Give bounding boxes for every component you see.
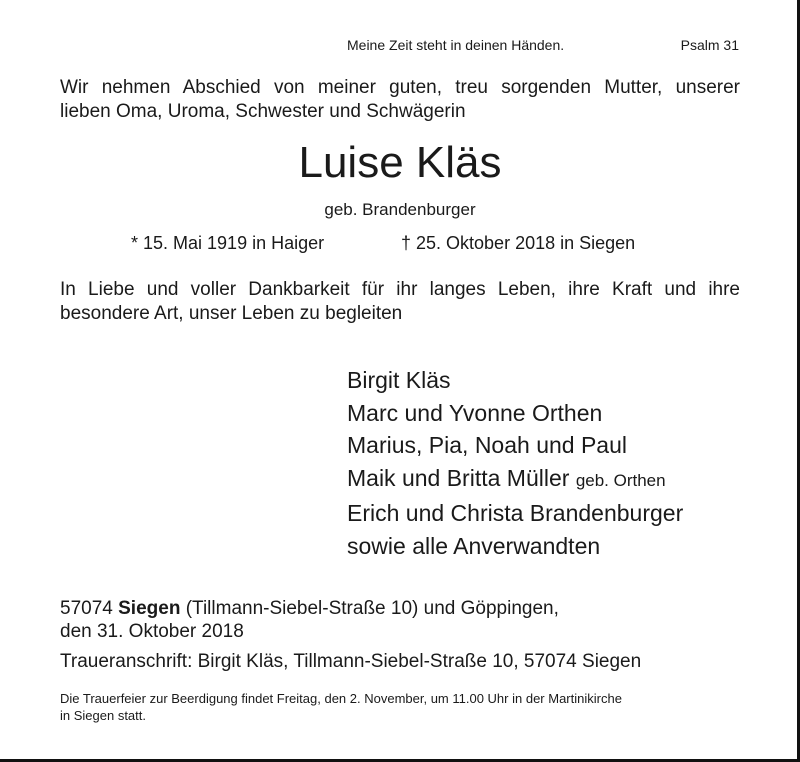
service-info [60, 690, 750, 724]
mourner-item: Maik und Britta Müller [347, 464, 570, 491]
psalm-reference: Psalm 31 [680, 37, 739, 53]
mourner-item: Birgit Kläs [347, 367, 451, 393]
place-line [60, 597, 559, 620]
place-rest: (Tillmann-Siebel-Straße 10) und Göppingen, [185, 598, 559, 619]
birth-name: geb. Brandenburger [324, 200, 476, 219]
service-line-1: Die Trauerfeier zur Beerdigung findet Freitag, den 2. November, um 11.00 Uhr in der Martinikirche [60, 691, 622, 706]
mourner-note: geb. Orthen [575, 470, 666, 490]
mourners-list [347, 364, 683, 562]
death-date: † 25. Oktober 2018 in Siegen [401, 233, 636, 253]
place-and-date [60, 597, 559, 643]
intro-line-2: lieben Oma, Uroma, Schwester und Schwägerin [60, 101, 466, 122]
notice-date: den 31. Oktober 2018 [60, 621, 244, 642]
city: Siegen [118, 598, 181, 619]
mourner-item: sowie alle Anverwandten [347, 532, 601, 559]
birth-date: * 15. Mai 1919 in Haiger [131, 233, 325, 253]
intro-text [60, 76, 740, 124]
mourner-item: Marc und Yvonne Orthen [347, 399, 603, 426]
mourner-item-with-note [347, 462, 683, 498]
motto: Meine Zeit steht in deinen Händen. [347, 37, 565, 53]
postcode: 57074 [60, 598, 113, 619]
service-line-2: in Siegen statt. [60, 708, 146, 723]
mourner-item: Erich und Christa Brandenburger [347, 500, 684, 526]
tribute-line-1: In Liebe und voller Dankbarkeit für ihr langes Leben, ihre Kraft und ihre [60, 279, 740, 300]
mourner-item: Marius, Pia, Noah und Paul [347, 432, 627, 458]
mourning-address: Traueranschrift: Birgit Kläs, Tillmann-Siebel-Straße 10, 57074 Siegen [60, 651, 642, 672]
tribute-text [60, 278, 740, 326]
intro-line-1: Wir nehmen Abschied von meiner guten, treu sorgenden Mutter, unserer [60, 77, 740, 98]
deceased-name: Luise Kläs [298, 138, 502, 187]
tribute-line-2: besondere Art, unser Leben zu begleiten [60, 303, 403, 324]
